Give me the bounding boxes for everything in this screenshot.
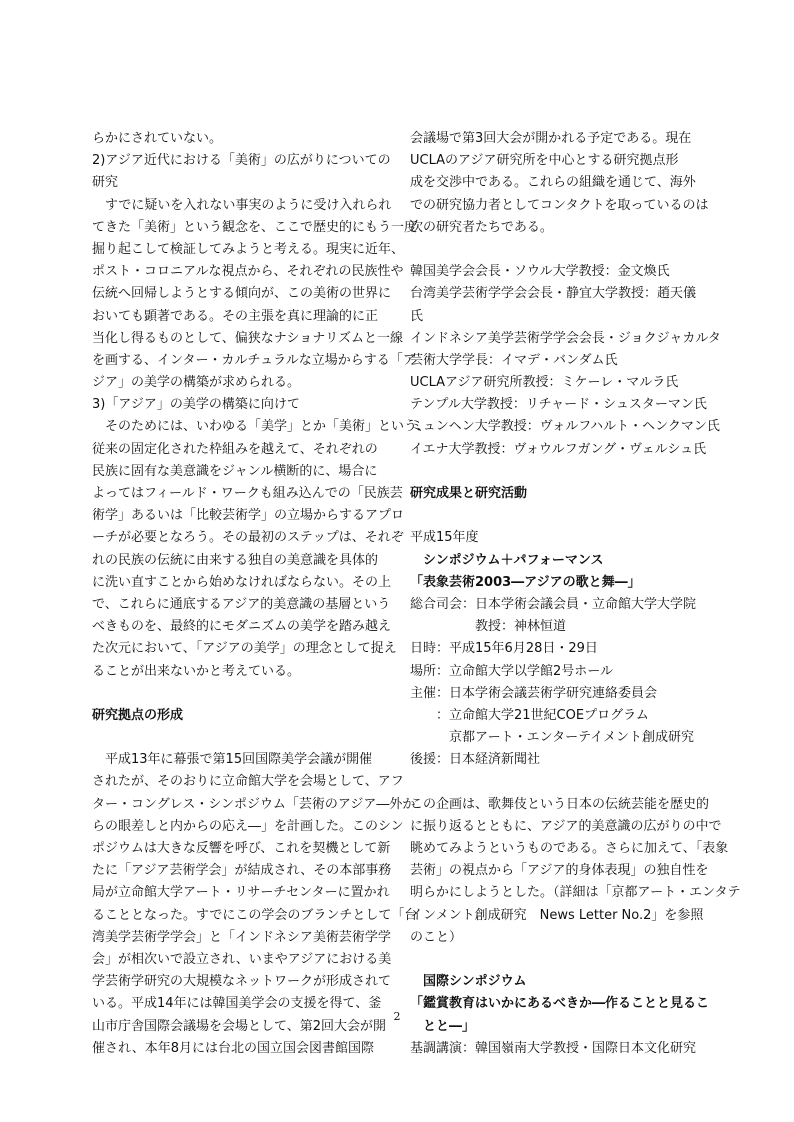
text-line: ることが出来ないかと考えている。 (92, 663, 301, 679)
text-line: 基調講演：韓国嶺南大学教授・国際日本文化研究 (410, 1040, 697, 1056)
text-line: ることとなった。すでにこの学会のブランチとして「台 (92, 907, 418, 923)
text-line: 2)アジア近代における「美術」の広がりについての (92, 153, 391, 169)
researcher-line: ミュンヘン大学教授：ヴォルフハルト・ヘンクマン氏 (410, 419, 720, 435)
event-venue: 場所：立命館大学以学館2号ホール (410, 663, 614, 679)
text-line: 芸術」の視点から「アジア的身体表現」の独自性を (410, 863, 709, 879)
text-line: この企画は、歌舞伎という日本の伝統芸能を歴史的 (410, 796, 710, 812)
text-line: で、これらに通底するアジア的美意識の基層という (92, 596, 391, 612)
researcher-line: インドネシア美学芸術学学会会長・ジョクジャカルタ (410, 330, 721, 346)
text-line: 術学」あるいは「比較芸術学」の立場からするアプロ (92, 508, 405, 524)
text-line: たに「アジア芸術学会」が結成され、その本部事務 (92, 863, 392, 879)
text-line: ーチが必要となろう。その最初のステップは、それぞ (92, 530, 404, 546)
section-heading: 研究成果と研究活動 (410, 486, 528, 501)
researcher-line: UCLAアジア研究所教授：ミケーレ・マルラ氏 (410, 375, 679, 391)
text-line: れの民族の伝統に由来する独自の美意識を具体的 (92, 552, 379, 568)
event-detail: 総合司会：日本学術会議会員・立命館大学大学院 (410, 596, 697, 612)
section-heading: 研究拠点の形成 (92, 707, 184, 723)
event-sponsor: 後援：日本経済新聞社 (410, 752, 541, 768)
text-line: 次の研究者たちである。 (410, 219, 553, 235)
event-organizer: 主催：日本学術会議芸術学研究連絡委員会 (410, 685, 658, 701)
left-column (92, 128, 431, 1060)
text-line: UCLAのアジア研究所を中心とする研究拠点形 (410, 153, 679, 169)
text-line: での研究協力者としてコンタクトを取っているのは (410, 197, 709, 213)
text-line: 局が立命館大学アート・リサーチセンターに置かれ (92, 885, 390, 901)
text-line: 山市庁舎国際会議場を会場として、第2回大会が開 (92, 1018, 387, 1034)
researcher-line: テンプル大学教授：リチャード・シュスターマン氏 (410, 397, 707, 413)
text-line: ポスト・コロニアルな視点から、それぞれの民族性や (92, 264, 404, 280)
text-line: 催され、本年8月には台北の国立国会図書館国際 (92, 1040, 375, 1056)
text-line: らかにされていない。 (92, 131, 223, 146)
text-line: 会」が相次いで設立され、いまやアジアにおける美 (92, 951, 392, 967)
text-line: よってはフィールド・ワークも組み込んでの「民族芸 (92, 486, 403, 501)
text-line: すでに疑いを入れない事実のように受け入れられ (92, 197, 392, 213)
researcher-line: イエナ大学教授：ヴォウルフガング・ヴェルシュ氏 (410, 441, 707, 457)
text-line: ポジウムは大きな反響を呼び、これを契機として新 (92, 841, 391, 856)
right-column (410, 128, 741, 1060)
text-line: いる。平成14年には韓国美学会の支援を得て、釜 (92, 996, 382, 1012)
text-line: 伝統へ回帰しようとする傾向が、この美術の世界に (92, 286, 392, 302)
text-line: 3)「アジア」の美学の構築に向けて (92, 397, 300, 413)
page-number: 2 (393, 1010, 401, 1023)
text-line: べきものを、最終的にモダニズムの美学を踏み越え (92, 619, 392, 635)
event-title: 「表象芸術2003―アジアの歌と舞―」 (410, 574, 641, 590)
text-line: されたが、そのおりに立命館大学を会場として、アフ (92, 774, 404, 790)
text-line: ジア」の美学の構築が求められる。 (92, 375, 301, 391)
text-line: てきた「美術」という観念を、ここで歴史的にもう一度 (92, 219, 418, 235)
event-year: 平成15年度 (410, 530, 479, 546)
text-line: 湾美学芸術学学会」と「インドネシア美術芸術学学 (92, 929, 391, 945)
text-line: おいても顕著である。その主張を真に理論的に正 (92, 308, 379, 324)
text-line: 掘り起こして検証してみようと考える。現実に近年、 (92, 241, 405, 257)
event-organizer: ：立命館大学21世紀COEプログラム (410, 707, 649, 723)
text-line: 当化し得るものとして、偏狭なナショナリズムと一線 (92, 330, 403, 346)
researcher-line: 台湾美学芸術学学会会長・静宜大学教授：趙天儀 (410, 286, 697, 302)
text-line: インメント創成研究 News Letter No.2」を参照 (410, 907, 704, 923)
text-line: 研究 (92, 175, 119, 191)
text-line: 明らかにしようとした。（詳細は「京都アート・エンタテ (410, 885, 741, 901)
text-line: 成を交渉中である。これらの組織を通じて、海外 (410, 175, 696, 191)
text-line: に振り返るとともに、アジア的美意識の広がりの中で (410, 818, 722, 834)
text-line: 学芸術学研究の大規模なネットワークが形成されて (92, 974, 392, 990)
text-line: に洗い直すことから始めなければならない。その上 (92, 574, 392, 590)
symposium-type: 国際シンポジウム (410, 974, 527, 990)
text-line: た次元において、「アジアの美学」の理念として捉え (92, 641, 397, 657)
text-line: のこと） (410, 929, 463, 945)
text-line: 従来の固定化された枠組みを越えて、それぞれの (92, 441, 378, 457)
text-line: 平成13年に幕張で第15回国際美学会議が開催 (92, 752, 373, 768)
text-line: らの眼差しと内からの応え―」を計画した。このシン (92, 818, 404, 834)
researcher-line: 氏 (410, 308, 424, 324)
symposium-title: とと―」 (410, 1018, 476, 1034)
event-type: シンポジウム＋パフォーマンス (410, 552, 604, 568)
text-line: 眺めてみようというものである。さらに加えて、「表象 (410, 841, 729, 856)
event-organizer: 京都アート・エンターテイメント創成研究 (410, 730, 695, 746)
researcher-line: 韓国美学会会長・ソウル大学教授：金文煥氏 (410, 264, 670, 280)
text-line: 会議場で第3回大会が開かれる予定である。現在 (410, 131, 692, 146)
text-line: を画する、インター・カルチュラルな立場からする「ア (92, 352, 416, 368)
text-line: 民族に固有な美意識をジャンル横断的に、場合に (92, 463, 378, 479)
text-line: そのためには、いわゆる「美学」とか「美術」という、 (92, 419, 431, 435)
text-line: ター・コングレス・シンポジウム「芸術のアジア―外か (92, 796, 416, 812)
researcher-line: 芸術大学学長：イマデ・バンダム氏 (410, 352, 618, 368)
symposium-title: 「鑑賞教育はいかにあるべきか―作ることと見るこ (410, 996, 710, 1012)
event-date: 日時：平成15年6月28日・29日 (410, 641, 598, 657)
event-detail: 教授：神林恒道 (410, 619, 567, 635)
